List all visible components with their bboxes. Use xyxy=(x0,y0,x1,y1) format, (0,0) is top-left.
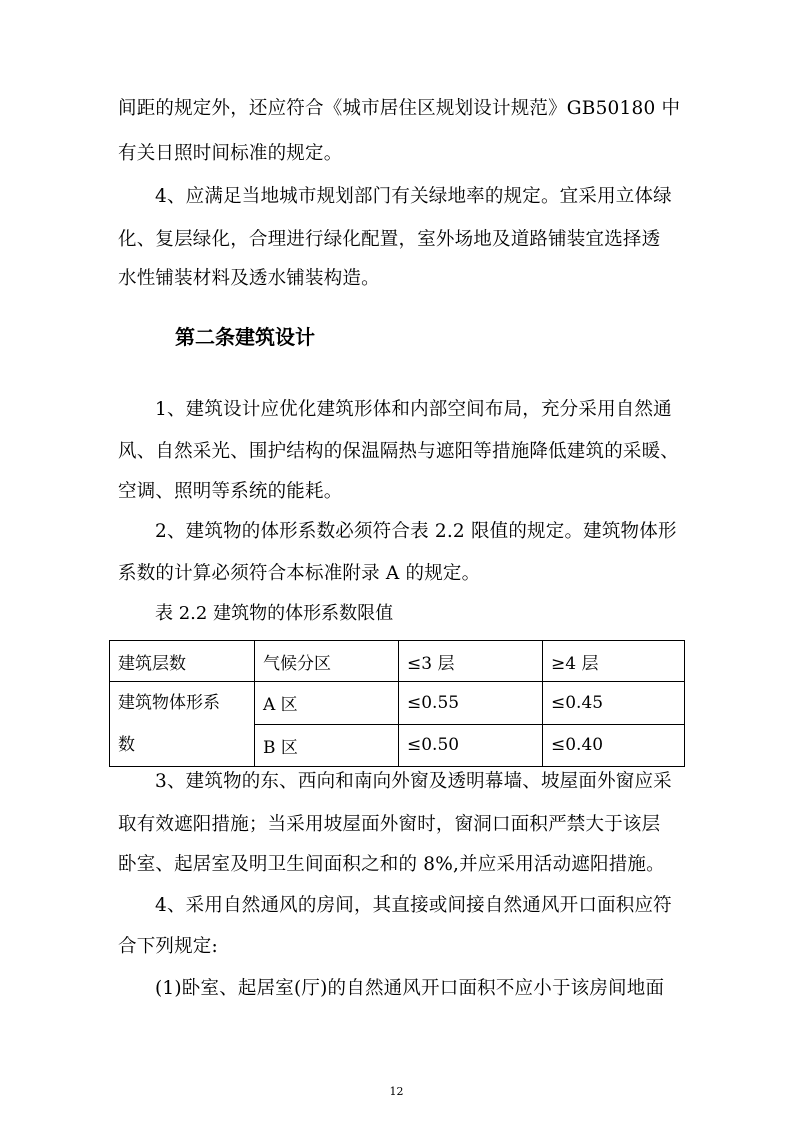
merged-label-line: 数 xyxy=(118,735,135,755)
paragraph-line: (1)卧室、起居室(厅)的自然通风开口面积不应小于该房间地面 xyxy=(155,978,665,999)
table-cell: ≤0.40 xyxy=(543,724,685,767)
paragraph-line: 卧室、起居室及明卫生间面积之和的 8%,并应采用活动遮阳措施。 xyxy=(118,854,665,875)
paragraph-line: 水性铺装材料及透水铺装构造。 xyxy=(118,268,380,289)
paragraph-line: 3、建筑物的东、西向和南向外窗及透明幕墙、坡屋面外窗应采 xyxy=(155,771,672,792)
shape-coefficient-table xyxy=(109,640,685,767)
paragraph-line: 间距的规定外，还应符合《城市居住区规划设计规范》GB50180 中 xyxy=(118,98,681,119)
paragraph-line: 风、自然采光、围护结构的保温隔热与遮阳等措施降低建筑的采暖、 xyxy=(118,441,680,462)
table-caption: 表 2.2 建筑物的体形系数限值 xyxy=(155,603,394,624)
table-row xyxy=(110,682,685,725)
paragraph-line: 系数的计算必须符合本标准附录 A 的规定。 xyxy=(118,563,481,584)
paragraph-line: 4、应满足当地城市规划部门有关绿地率的规定。宜采用立体绿 xyxy=(155,186,672,207)
table-cell: ≤0.55 xyxy=(399,682,543,725)
table-header-cell: 建筑层数 xyxy=(110,641,255,682)
paragraph-line: 空调、照明等系统的能耗。 xyxy=(118,481,343,502)
paragraph-line: 1、建筑设计应优化建筑形体和内部空间布局，充分采用自然通 xyxy=(155,399,672,420)
table-header-row xyxy=(110,641,685,682)
table-cell: ≤0.50 xyxy=(399,724,543,767)
table-merged-label-cell xyxy=(110,682,255,767)
paragraph-line: 2、建筑物的体形系数必须符合表 2.2 限值的规定。建筑物体形 xyxy=(155,521,677,542)
page-number: 12 xyxy=(389,1085,404,1098)
table-cell: ≤0.45 xyxy=(543,682,685,725)
table-header-cell: ≥4 层 xyxy=(543,641,685,682)
paragraph-line: 取有效遮阳措施；当采用坡屋面外窗时，窗洞口面积严禁大于该层 xyxy=(118,814,661,835)
table-cell: A 区 xyxy=(255,682,399,725)
paragraph-line: 有关日照时间标准的规定。 xyxy=(118,143,343,164)
table-cell: B 区 xyxy=(255,724,399,767)
section-heading: 第二条建筑设计 xyxy=(175,325,315,349)
table-header-cell: ≤3 层 xyxy=(399,641,543,682)
paragraph-line: 合下列规定: xyxy=(118,936,218,957)
paragraph-line: 4、采用自然通风的房间，其直接或间接自然通风开口面积应符 xyxy=(155,895,672,916)
paragraph-line: 化、复层绿化，合理进行绿化配置，室外场地及道路铺装宜选择透 xyxy=(118,229,661,250)
table-header-cell: 气候分区 xyxy=(255,641,399,682)
merged-label-line: 建筑物体形系 xyxy=(118,693,220,713)
